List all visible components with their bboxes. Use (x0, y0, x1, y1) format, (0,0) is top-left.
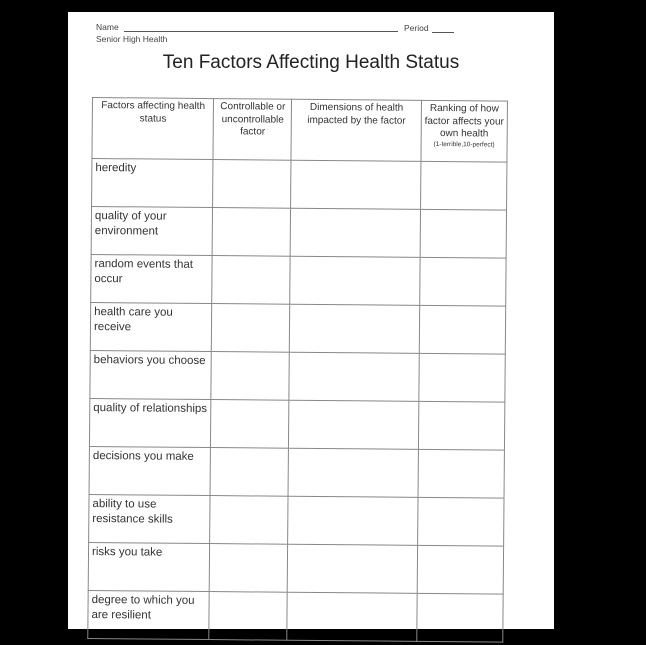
name-label: Name (96, 22, 119, 32)
controllable-cell (212, 304, 290, 353)
table-row (90, 302, 505, 354)
ranking-cell (418, 497, 504, 546)
table-row (89, 494, 504, 546)
factor-cell: behaviors you choose (90, 350, 212, 399)
table-row (90, 350, 505, 402)
period-blank-line (432, 32, 454, 33)
table-header-row (92, 98, 508, 163)
dimensions-cell (290, 256, 420, 305)
controllable-cell (210, 544, 288, 593)
column-header-dimensions: Dimensions of health impacted by the factor (291, 99, 421, 161)
dimensions-cell (288, 544, 418, 593)
ranking-cell (419, 353, 505, 402)
factor-cell: quality of relationships (89, 398, 211, 447)
dimensions-cell (288, 496, 418, 545)
table-row (91, 254, 506, 306)
controllable-cell (211, 352, 289, 401)
factor-cell: heredity (92, 159, 214, 208)
ranking-cell (419, 305, 505, 354)
ranking-cell (417, 545, 503, 594)
dimensions-cell (291, 160, 421, 209)
table-row (88, 542, 503, 594)
factor-cell: degree to which you are resilient (88, 590, 210, 639)
name-blank-line (124, 31, 398, 32)
worksheet-title: Ten Factors Affecting Health Status (162, 52, 460, 73)
dimensions-cell (289, 400, 419, 449)
ranking-cell (420, 161, 506, 210)
dimensions-cell (288, 448, 418, 497)
ranking-cell (417, 593, 503, 642)
dimensions-cell (287, 592, 417, 641)
controllable-cell (213, 208, 291, 257)
column-header-factors: Factors affecting health status (92, 98, 214, 160)
controllable-cell (209, 592, 287, 641)
controllable-cell (213, 160, 291, 209)
ranking-cell (418, 449, 504, 498)
worksheet-page (68, 12, 554, 629)
factor-cell: health care you receive (90, 302, 212, 351)
ranking-cell (418, 401, 504, 450)
column-header-ranking: Ranking of how factor affects your own health (1-terrible,10-perfect) (421, 100, 508, 162)
factors-table (87, 97, 508, 643)
factor-cell: decisions you make (89, 446, 211, 495)
ranking-cell (420, 257, 506, 306)
controllable-cell (210, 496, 288, 545)
ranking-scale-note: (1-terrible,10-perfect) (433, 140, 495, 149)
table-row (89, 398, 504, 450)
dimensions-cell (289, 352, 419, 401)
course-label: Senior High Health (96, 34, 168, 44)
factor-cell: ability to use resistance skills (89, 494, 211, 543)
table-row (92, 159, 507, 211)
table-row (91, 207, 506, 259)
factor-cell: random events that occur (91, 254, 213, 303)
column-header-controllable: Controllable or uncontrollable factor (213, 99, 291, 161)
dimensions-cell (291, 208, 421, 257)
dimensions-cell (290, 304, 420, 353)
table-row (89, 446, 504, 498)
controllable-cell (212, 256, 290, 305)
table-row (88, 590, 503, 642)
period-label: Period (404, 23, 429, 33)
factor-cell: quality of your environment (91, 207, 213, 256)
factor-cell: risks you take (88, 542, 210, 591)
controllable-cell (210, 448, 288, 497)
ranking-cell (420, 209, 506, 258)
controllable-cell (211, 400, 289, 449)
